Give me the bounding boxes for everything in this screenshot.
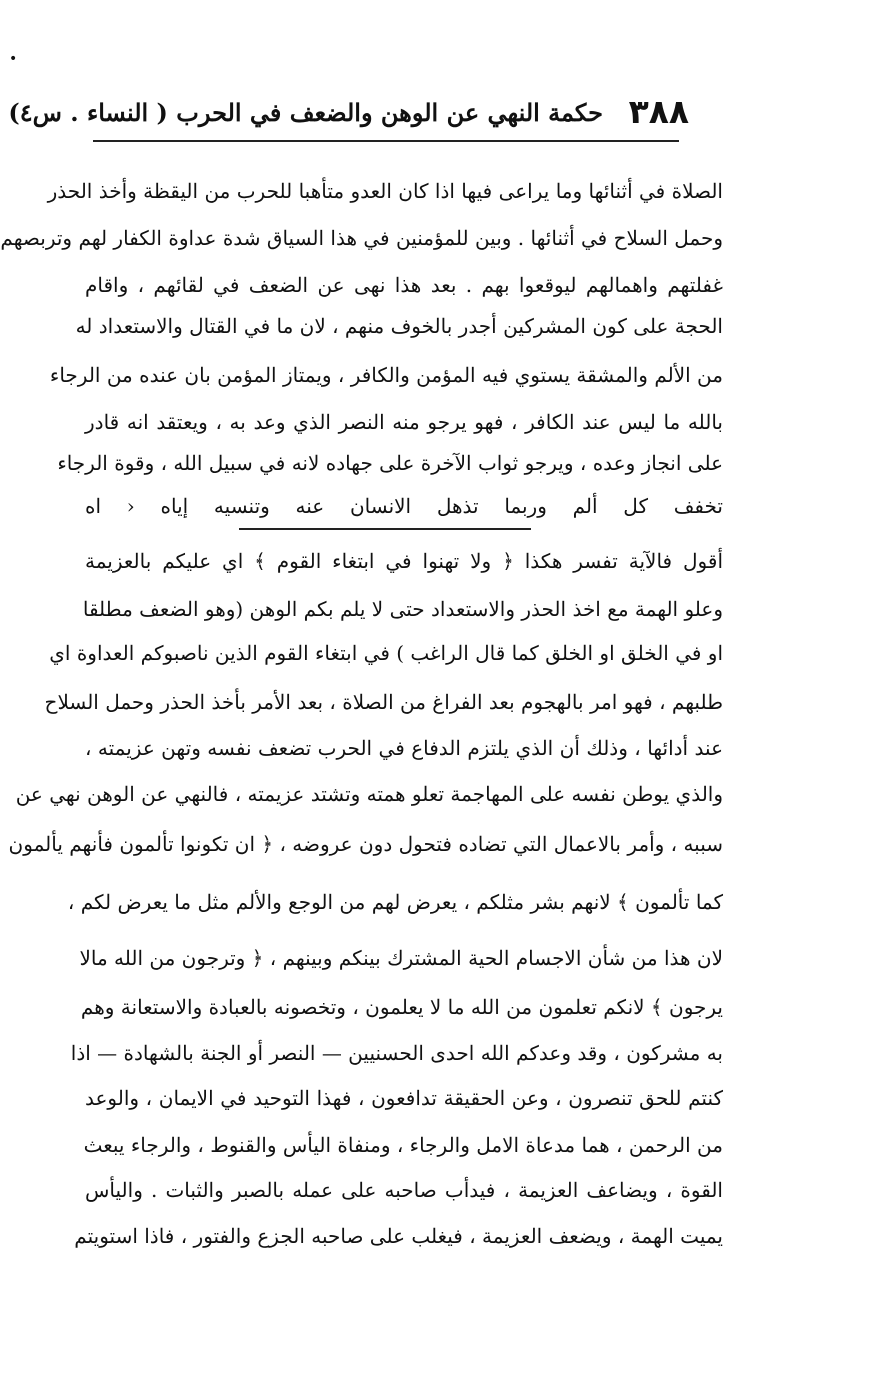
page-number: ٣٨٨: [628, 92, 689, 131]
text-line-10: وعلو الهمة مع اخذ الحذر والاستعداد حتى لا يلم بكم الوهن (وهو الضعف مطلقا: [82, 597, 723, 621]
page-header: [8, 92, 689, 136]
text-line-9: أقول فالآية تفسر هكذا ﴿ ولا تهنوا في ابتغاء القوم ﴾ اي عليكم بالعزيمة: [85, 549, 723, 573]
text-line-7: على انجاز وعده ، ويرجو ثواب الآخرة على جهاده لانه في سبيل الله ، وقوة الرجاء: [57, 451, 723, 475]
text-line-12: طلبهم ، فهو امر بالهجوم بعد الفراغ من الصلاة ، بعد الأمر بأخذ الحذر وحمل السلاح: [44, 690, 723, 714]
section-rule: [239, 528, 531, 530]
text-line-11: او في الخلق او الخلق كما قال الراغب ) في ابتغاء القوم الذين ناصبوكم العداوة اي: [49, 641, 723, 665]
text-line-19: به مشركون ، وقد وعدكم الله احدى الحسنيين — النصر أو الجنة بالشهادة — اذا: [70, 1041, 723, 1065]
text-line-15: سببه ، وأمر بالاعمال التي تضاده فتحول دون عروضه ، ﴿ ان تكونوا تألمون فأنهم يألمون: [8, 832, 723, 856]
text-line-16: كما تألمون ﴾ لانهم بشر مثلكم ، يعرض لهم من الوجع والألم مثل ما يعرض لكم ،: [67, 890, 723, 914]
text-line-8: تخفف كل ألم وربما تذهل الانسان عنه وتنسيه إياه ‹ اه: [85, 494, 723, 518]
text-line-13: عند أدائها ، وذلك أن الذي يلتزم الدفاع في الحرب تضعف نفسه وتهن عزيمته ،: [85, 736, 723, 760]
text-line-21: من الرحمن ، هما مدعاة الامل والرجاء ، ومنفاة اليأس والقنوط ، والرجاء يبعث: [83, 1133, 723, 1157]
text-line-18: يرجون ﴾ لانكم تعلمون من الله ما لا يعلمون ، وتخصونه بالعبادة والاستعانة وهم: [80, 995, 723, 1019]
text-line-1: الصلاة في أثنائها وما يراعى فيها اذا كان العدو متأهبا للحرب من اليقظة وأخذ الحذر: [47, 179, 723, 203]
text-line-5: من الألم والمشقة يستوي فيه المؤمن والكافر ، ويمتاز المؤمن بان عنده من الرجاء: [49, 363, 723, 387]
text-line-2: وحمل السلاح في أثنائها . وبين للمؤمنين في هذا السياق شدة عداوة الكفار لهم وتربصهم: [0, 226, 723, 250]
header-rule: [93, 140, 679, 142]
text-line-14: والذي يوطن نفسه على المهاجمة تعلو همته وتشتد عزيمته ، فالنهي عن الوهن نهي عن: [15, 782, 723, 806]
text-line-23: يميت الهمة ، ويضعف العزيمة ، فيغلب على صاحبه الجزع والفتور ، فاذا استويتم: [74, 1224, 723, 1248]
text-line-22: القوة ، ويضاعف العزيمة ، فيدأب صاحبه على عمله بالصبر والثبات . واليأس: [85, 1178, 723, 1202]
text-line-6: بالله ما ليس عند الكافر ، فهو يرجو منه النصر الذي وعد به ، ويعتقد انه قادر: [85, 410, 723, 434]
text-line-20: كنتم للحق تنصرون ، وعن الحقيقة تدافعون ، فهذا التوحيد في الايمان ، والوعد: [85, 1086, 724, 1110]
text-line-4: الحجة على كون المشركين أجدر بالخوف منهم ، لان ما في القتال والاستعداد له: [75, 314, 723, 338]
text-line-3: غفلتهم واهمالهم ليوقعوا بهم . بعد هذا نهى عن الضعف في لقائهم ، واقام: [85, 273, 723, 297]
margin-mark: •: [9, 51, 18, 67]
text-line-17: لان هذا من شأن الاجسام الحية المشترك بينكم وبينهم ، ﴿ وترجون من الله مالا: [79, 946, 723, 970]
running-title: حكمة النهي عن الوهن والضعف في الحرب ( النساء . س٤): [8, 98, 603, 127]
